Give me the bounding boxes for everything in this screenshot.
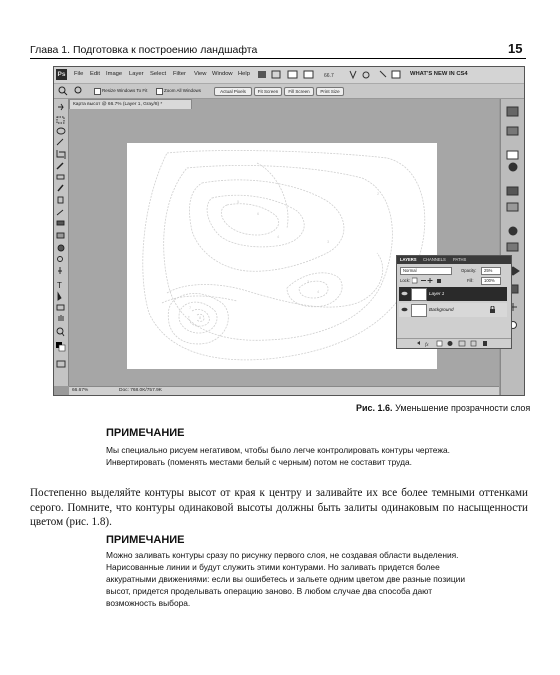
svg-text:3: 3 [307,279,310,284]
note2-line: возможность выбора. [106,598,191,608]
note2-body [106,549,506,609]
fit-screen-button[interactable]: Fit Screen [254,87,282,96]
screen-mode-icon [392,71,400,78]
layer-row-background[interactable] [399,303,507,317]
status-bar [69,386,499,396]
crop-icon [57,150,65,159]
menu-window[interactable]: Window [212,71,233,77]
info-icon [507,151,518,159]
layer-thumbnail [411,288,427,301]
figure-caption [356,403,530,413]
dodge-icon [58,257,63,262]
photoshop-screenshot [53,66,525,396]
note2-line: Нарисованные линии и будут служить этими контурами. Но заливать придется более [106,562,440,572]
layers-panel-footer [397,338,511,348]
zoom-tool-icon [363,72,369,78]
actual-pixels-button[interactable]: Actual Pixels [214,87,252,96]
status-zoom[interactable]: 66.67% [72,388,89,393]
note2-line: Можно заливать контуры сразу по рисунку первого слоя, не создавая области выделения. [106,550,459,560]
magic-wand-icon [57,139,63,145]
svg-text:4: 4 [317,289,320,294]
header-rule [30,58,526,59]
eraser-icon [57,221,64,225]
move-icon [58,104,63,110]
rotate-view-icon [380,71,386,77]
eye-icon[interactable] [401,290,408,297]
figure-label: Рис. 1.6. [356,403,393,413]
histogram-icon [507,107,518,116]
note1-line: Мы специально рисуем негативом, чтобы было легче контролировать контуры чертежа. [106,445,450,455]
workspace-switcher[interactable]: WHAT'S NEW IN CS4 [410,71,468,77]
gradient-icon [57,233,64,238]
page-number: 15 [508,41,523,56]
fill-screen-button[interactable]: Fill Screen [284,87,314,96]
lock-transparency-icon [412,278,417,283]
quick-mask-icon [57,361,65,367]
opacity-field[interactable]: 25% [481,267,501,275]
svg-text:4: 4 [277,234,280,239]
lock-all-icon [437,279,441,283]
layers-panel-tabs [397,256,511,264]
lasso-icon [57,128,65,134]
menu-bar [54,67,524,84]
layer-row-layer-1[interactable] [399,287,507,301]
history-brush-icon [57,210,63,215]
tools-panel [54,99,69,386]
menu-file[interactable]: File [74,71,84,77]
eyedropper-icon [57,163,63,169]
note1-line: Инвертировать (поменять местами белый с черным) потом не составит труда. [106,457,412,467]
navigator-icon [507,127,518,135]
menu-image[interactable]: Image [106,71,123,77]
menu-filter[interactable]: Filter [173,71,186,77]
menu-layer[interactable]: Layer [129,71,144,77]
shape-icon [57,305,64,310]
layer-footer-icons[interactable] [417,340,507,347]
options-bar [54,84,524,99]
body-paragraph: Постепенно выделяйте контуры высот от края к центру и заливайте их все более темными оттенками серого. Помните, что контуры одинаковой высоты должны быть залиты одинаковым по насыщенности цветом (рис. 1.8). [30,487,528,529]
hand-icon [59,315,63,321]
print-size-button[interactable]: Print Size [316,87,344,96]
pen-icon [58,267,62,274]
bridge-icon [258,71,266,78]
group-icon [459,341,465,346]
note2-heading: ПРИМЕЧАНИЕ [106,534,185,546]
canvas[interactable] [127,143,437,369]
color-icon [509,163,517,171]
marquee-icon [57,117,64,123]
add-mask-icon [437,341,442,346]
note1-body [106,444,506,468]
lock-label: Lock: [400,278,411,283]
document-tab[interactable]: Карта высот @ 66.7% (Layer 1, Gray/8) * [69,99,192,109]
healing-brush-icon [57,175,64,179]
lock-position-icon [428,278,433,283]
app-bar-icons [258,70,408,80]
svg-text:7: 7 [189,305,192,310]
menu-help[interactable]: Help [238,71,250,77]
fill-field[interactable]: 100% [481,277,501,285]
fx-icon: fx [425,343,429,347]
delete-layer-icon [483,341,487,346]
menu-edit[interactable]: Edit [90,71,100,77]
blur-icon [58,245,64,251]
clone-stamp-icon [58,197,63,203]
svg-text:2: 2 [377,191,380,196]
mini-bridge-icon [272,71,280,78]
svg-text:6: 6 [257,211,260,216]
fill-label: Fill: [467,278,474,283]
type-icon: T [57,281,62,290]
tab-paths[interactable]: PATHS [453,257,467,262]
lock-icons[interactable] [412,277,452,284]
chapter-title: Глава 1. Подготовка к построению ландшафта [30,44,258,56]
link-layers-icon [417,341,420,345]
masks-icon [507,243,518,251]
app-logo: Ps [57,71,66,78]
tool-icons[interactable] [54,99,68,386]
figure-text: Уменьшение прозрачности слоя [395,403,531,413]
svg-text:8: 8 [199,315,202,320]
menu-view[interactable]: View [194,71,207,77]
layer-name: Layer 1 [429,291,445,296]
brush-icon [58,185,63,191]
layer-thumbnail [411,304,427,317]
tab-layers[interactable]: LAYERS [400,257,417,262]
layers-panel [396,255,512,349]
zoom-tool-preset-icon[interactable] [58,86,88,96]
zoom-all-label: Zoom All Windows [164,88,202,93]
resize-windows-label: Resize Windows To Fit [102,88,148,93]
svg-text:3: 3 [327,239,330,244]
background-color-swatch [59,345,65,351]
contour-map-drawing [127,143,437,369]
panel-dock [500,99,525,395]
zoom-all-checkbox[interactable] [156,88,163,95]
adjustments-icon [509,227,517,235]
opacity-label: Opacity: [461,268,477,273]
layer-name: Background [429,307,454,312]
note1-heading: ПРИМЕЧАНИЕ [106,427,185,439]
arrange-docs-icon [304,71,313,78]
adjustment-layer-icon [448,341,453,346]
eye-icon[interactable] [401,306,408,313]
view-extras-icon [288,71,297,78]
note2-line: высот, придется проделывать операцию заново. В любом случае два способа дают [106,586,433,596]
blend-mode-select[interactable]: Normal [400,267,452,275]
status-doc-size: Doc: 768.0K/757.9K [119,388,162,393]
resize-windows-checkbox[interactable] [94,88,101,95]
path-select-icon [58,293,61,300]
zoom-level-text: 66.7 [324,73,334,79]
note2-line: аккуратными движениями: если вы ошибетесь и зальете одним цветом две разные позиции [106,574,466,584]
hand-tool-icon [350,71,356,78]
menu-select[interactable]: Select [150,71,167,77]
svg-text:5: 5 [237,199,240,204]
tab-channels[interactable]: CHANNELS [423,257,446,262]
new-layer-icon [471,341,476,346]
lock-icon [489,306,496,314]
dock-icons[interactable] [501,99,525,395]
swatches-icon [507,187,518,195]
styles-icon [507,203,518,211]
